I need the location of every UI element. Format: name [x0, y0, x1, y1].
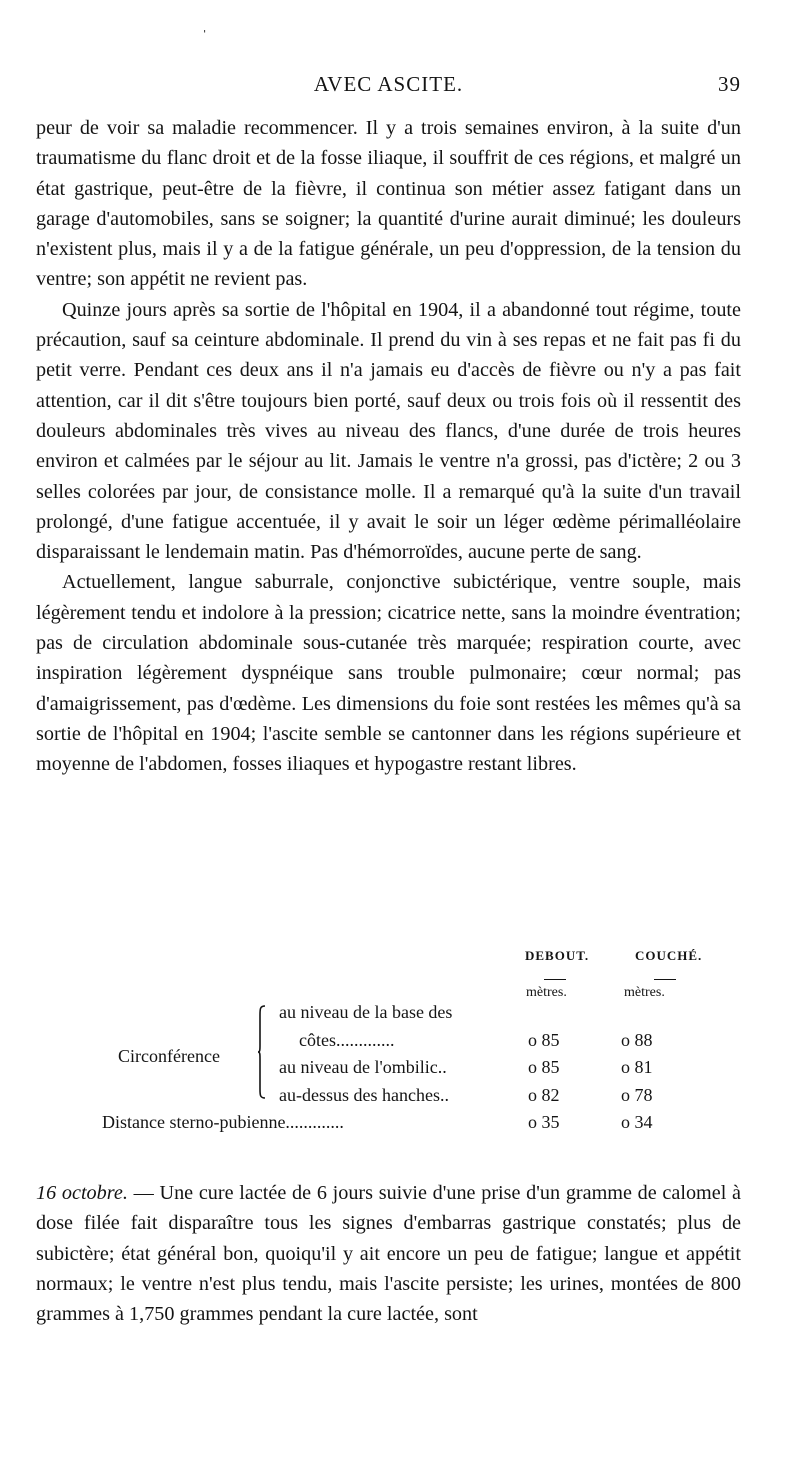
entry-date: 16 octobre. — [36, 1182, 128, 1204]
paragraph-1: peur de voir sa maladie recommencer. Il y a trois semaines environ, à la suite d'un traumatisme du flanc droit et de la fosse iliaque, il souffrit de ces régions, et malgré un état gastrique, peut-être de la fièvre, il continua son métier assez fatigant dans un garage d'automobiles, sans se soigner; la quantité d'urine aurait diminué; les douleurs n'existent plus, mais il y a de la fatigue générale, un peu d'oppression, de la tension du ventre; son appétit ne revient pas. — [36, 117, 741, 291]
row-label-base: au niveau de la base des — [279, 1002, 453, 1022]
row-label-cotes: côtes............. — [299, 1030, 395, 1050]
running-title: AVEC ASCITE. — [313, 72, 464, 96]
value-cotes-debout: o 85 — [528, 1030, 560, 1050]
value-ombilic-debout: o 85 — [528, 1057, 560, 1077]
group-label-circonference: Circonférence — [118, 1046, 220, 1066]
running-header — [36, 72, 741, 102]
paragraph-3: Actuellement, langue saburrale, conjonctive subictérique, ventre souple, mais légèrement tendu et indolore à la pression; cicatrice nette, sans la moindre éventration; pas de circulation abdominale sous-cutanée très marquée; respiration courte, avec inspiration légèrement dyspnéique sans trouble pulmonaire; cœur normal; pas d'amaigrissement, pas d'œdème. Les dimensions du foie sont restées les mêmes qu'à sa sortie de l'hôpital en 1904; l'ascite semble se cantonner dans les régions supérieure et moyenne de l'abdomen, fosses iliaques et hypogastre restant libres. — [36, 571, 741, 776]
value-hanches-couche: o 78 — [621, 1085, 653, 1105]
col-rule-debout — [544, 979, 566, 980]
row-label-hanches: au-dessus des hanches.. — [279, 1085, 449, 1105]
paragraph-2: Quinze jours après sa sortie de l'hôpital en 1904, il a abandonné tout régime, toute précaution, sauf sa ceinture abdominale. Il prend du vin à ses repas et ne fait pas fi du petit verre. Pendant ces deux ans il n'a jamais eu d'accès de fièvre ou n'y a pas fait attention, car il dit s'être toujours bien porté, sauf deux ou trois fois où il ressentit des douleurs abdominales très vives au niveau des flancs, d'une durée de trois heures environ et calmées par le séjour au lit. Jamais le ventre n'a grossi, pas d'ictère; 2 ou 3 selles colorées par jour, de consistance molle. Il a remarqué qu'à la suite d'un travail prolongé, d'une fatigue accentuée, il y avait le soir un léger œdème périmalléolaire disparaissant le lendemain matin. Pas d'hémorroïdes, aucune perte de sang. — [36, 298, 741, 564]
row-label-distance: Distance sterno-pubienne............. — [102, 1112, 344, 1132]
body-text — [36, 113, 741, 780]
entry-text: — Une cure lactée de 6 jours suivie d'une prise d'un gramme de calomel à dose filée fait disparaître tous les signes d'embarras gastrique constatés; plus de subictère; état général bon, quoiqu'il y ait encore un peu de fatigue; langue et appétit normaux; le ventre n'est plus tendu, mais l'ascite persiste; les urines, montées de 800 grammes à 1,750 grammes pendant la cure lactée, sont — [36, 1182, 742, 1326]
col-rule-couche — [654, 979, 676, 980]
book-page — [36, 0, 741, 1471]
unit-couche: mètres. — [624, 985, 665, 1000]
value-cotes-couche: o 88 — [621, 1030, 653, 1050]
value-ombilic-couche: o 81 — [621, 1057, 653, 1077]
entry-paragraph — [36, 1178, 741, 1329]
print-mark: ˈ — [202, 28, 208, 45]
brace-icon — [258, 1005, 266, 1099]
unit-debout: mètres. — [526, 985, 567, 1000]
row-label-ombilic: au niveau de l'ombilic.. — [279, 1057, 447, 1077]
dated-entry — [36, 1178, 741, 1329]
value-distance-debout: o 35 — [528, 1112, 560, 1132]
page-number: 39 — [718, 72, 741, 96]
measurement-table — [36, 942, 741, 1142]
value-distance-couche: o 34 — [621, 1112, 653, 1132]
col-header-debout: DEBOUT. — [525, 948, 590, 963]
value-hanches-debout: o 82 — [528, 1085, 560, 1105]
col-header-couche: COUCHÉ. — [635, 948, 703, 963]
